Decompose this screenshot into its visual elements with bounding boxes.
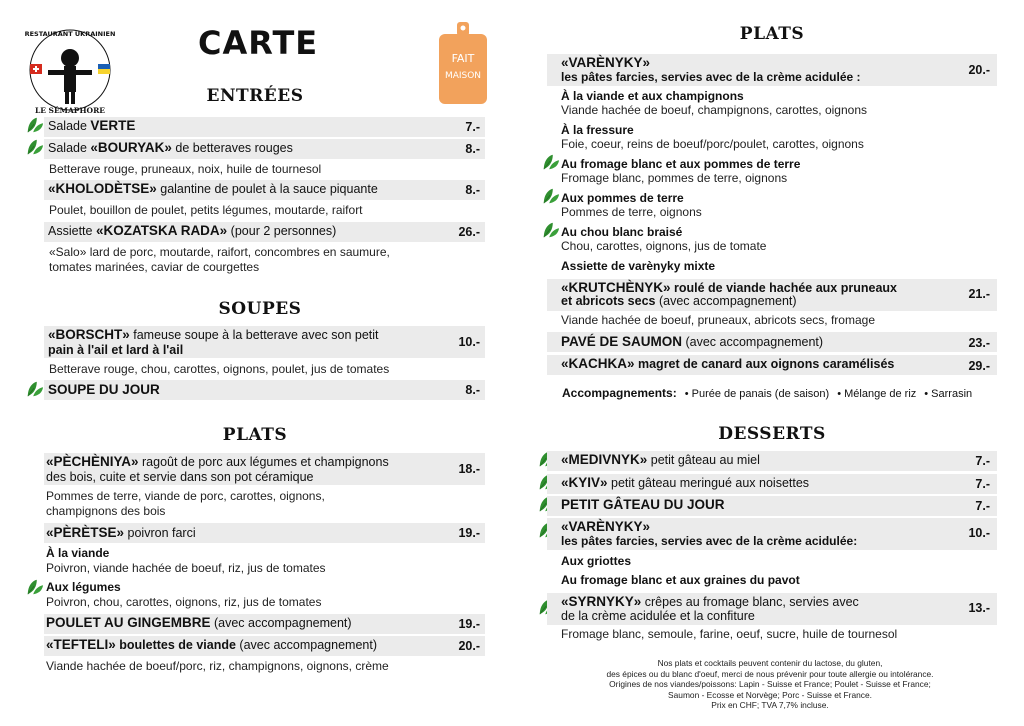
price: 20.- — [458, 639, 480, 653]
leaf-icon — [542, 153, 560, 171]
menu-item-tefteli: «TEFTELI» boulettes de viande (avec accompagnement) — [46, 637, 377, 652]
item-description: Pommes de terre, viande de porc, carottes, oignons, — [46, 489, 325, 503]
menu-item-krutchenyk: «KRUTCHÈNYK» roulé de viande hachée aux pruneaux — [561, 280, 897, 295]
sub-variant-title: À la fressure — [561, 123, 634, 137]
menu-item-soupe-du-jour: SOUPE DU JOUR — [48, 382, 160, 397]
menu-item-kozatska-rada: Assiette «KOZATSKA RADA» (pour 2 personnes) — [48, 223, 337, 238]
menu-item-varenyky: «VARÈNYKY» — [561, 55, 651, 70]
item-description: Poivron, chou, carottes, oignons, riz, jus de tomates — [46, 595, 322, 609]
item-description: Poulet, bouillon de poulet, petits légumes, moutarde, raifort — [49, 203, 363, 217]
section-title-plats: PLATS — [222, 425, 288, 445]
item-description: champignons des bois — [46, 504, 166, 518]
price: 20.- — [968, 63, 990, 77]
section-title-plats-right: PLATS — [739, 24, 805, 44]
menu-item-medivnyk: «MEDIVNYK» petit gâteau au miel — [561, 452, 760, 467]
item-description: Fromage blanc, pommes de terre, oignons — [561, 171, 788, 185]
menu-item-pave-saumon: PAVÉ DE SAUMON (avec accompagnement) — [561, 334, 824, 349]
sub-variant-title: Aux griottes — [561, 554, 632, 568]
badge-maison-text: MAISON — [444, 71, 482, 81]
section-title-desserts: DESSERTS — [718, 424, 826, 444]
sub-variant-title: Aux légumes — [46, 580, 121, 594]
price: 21.- — [968, 287, 990, 301]
logo-arc-text: RESTAURANT UKRAINIEN — [24, 30, 116, 38]
price: 19.- — [458, 526, 480, 540]
menu-item-bouryak: Salade «BOURYAK» de betteraves rouges — [48, 140, 293, 155]
price: 23.- — [968, 336, 990, 350]
price: 7.- — [975, 477, 990, 491]
menu-item-poulet-gingembre: POULET AU GINGEMBRE (avec accompagnement) — [46, 615, 352, 630]
leaf-icon — [542, 221, 560, 239]
price: 10.- — [968, 526, 990, 540]
price: 8.- — [465, 183, 480, 197]
menu-item-petit-gateau: PETIT GÂTEAU DU JOUR — [561, 497, 725, 512]
page-title: CARTE — [198, 24, 319, 62]
item-description: Viande hachée de boeuf, pruneaux, abricots secs, fromage — [561, 313, 875, 327]
logo-name-text: LE SÉMAPHORE — [34, 106, 106, 115]
leaf-icon — [26, 578, 44, 596]
item-description: tomates marinées, caviar de courgettes — [49, 260, 260, 274]
price: 13.- — [968, 601, 990, 615]
footnote-line: Origines de nos viandes/poissons: Lapin - Suisse et France; Poulet - Suisse et France; — [609, 679, 931, 690]
price: 29.- — [968, 359, 990, 373]
menu-item-varenyky-line2: les pâtes farcies, servies avec de la crème acidulée : — [561, 70, 861, 84]
price: 19.- — [458, 617, 480, 631]
footnote-line: Nos plats et cocktails peuvent contenir du lactose, du gluten, — [657, 658, 883, 668]
item-description: Fromage blanc, semoule, farine, oeuf, sucre, huile de tournesol — [561, 627, 898, 641]
menu-item-pechenia: «PÈCHÈNIYA» ragoût de porc aux légumes et champignons — [46, 454, 389, 469]
menu-item-peretse: «PÈRÈTSE» poivron farci — [46, 525, 196, 540]
menu-item-kholodetse: «KHOLODÈTSE» galantine de poulet à la sauce piquante — [48, 181, 378, 196]
restaurant-logo — [24, 24, 116, 116]
footnote-line: Saumon - Ecosse et Norvège; Porc - Suisse et France. — [668, 689, 872, 700]
fait-maison-badge — [437, 22, 489, 106]
sub-variant-title: Aux pommes de terre — [561, 191, 684, 205]
leaf-icon — [26, 116, 44, 134]
price: 7.- — [975, 454, 990, 468]
menu-item-borscht: «BORSCHT» fameuse soupe à la betterave avec son petit — [48, 327, 379, 342]
menu-right-column — [512, 0, 1024, 726]
menu-item-salade-verte: Salade VERTE — [48, 118, 136, 133]
allergen-footnote — [560, 658, 980, 711]
price: 18.- — [458, 462, 480, 476]
item-description: Foie, coeur, reins de boeuf/porc/poulet, carottes, oignons — [561, 137, 864, 151]
item-description: Pommes de terre, oignons — [561, 205, 702, 219]
item-description: Viande hachée de boeuf, champignons, carottes, oignons — [561, 103, 867, 117]
leaf-icon — [542, 187, 560, 205]
menu-item-kyiv: «KYIV» petit gâteau meringué aux noisettes — [561, 475, 810, 490]
item-description: Betterave rouge, pruneaux, noix, huile de tournesol — [49, 162, 322, 176]
leaf-icon — [26, 138, 44, 156]
price: 7.- — [975, 499, 990, 513]
price: 8.- — [465, 142, 480, 156]
menu-item-syrnyky-line2: de la crème acidulée et la confiture — [561, 609, 755, 623]
footnote-line: des épices ou du blanc d'oeuf, merci de nous prévenir pour toute allergie ou intolérance. — [606, 668, 934, 679]
accompagnements-line: Accompagnements: • Purée de panais (de saison) • Mélange de riz • Sarrasin — [562, 386, 973, 400]
menu-item-syrnyky: «SYRNYKY» crêpes au fromage blanc, servies avec — [561, 594, 859, 609]
item-description: «Salo» lard de porc, moutarde, raifort, concombres en saumure, — [49, 245, 390, 259]
sub-variant-title: À la viande et aux champignons — [561, 89, 744, 103]
price: 7.- — [465, 120, 480, 134]
item-description: Betterave rouge, chou, carottes, oignons, poulet, jus de tomates — [49, 362, 390, 376]
footnote-line: Prix en CHF; TVA 7,7% incluse. — [711, 700, 829, 711]
sub-variant-title: Au fromage blanc et aux pommes de terre — [561, 157, 801, 171]
price: 26.- — [458, 225, 480, 239]
item-description: Chou, carottes, oignons, jus de tomate — [561, 239, 767, 253]
section-title-entrees: ENTRÉES — [206, 86, 304, 106]
price: 8.- — [465, 383, 480, 397]
price: 10.- — [458, 335, 480, 349]
menu-item-pechenia-line2: des bois, cuite et servie dans son pot céramique — [46, 470, 314, 484]
menu-item-varenyky-dessert: «VARÈNYKY» — [561, 519, 651, 534]
sub-variant-title: À la viande — [46, 546, 110, 560]
menu-item-krutchenyk-line2: et abricots secs (avec accompagnement) — [561, 294, 797, 308]
menu-item-kachka: «KACHKA» magret de canard aux oignons caramélisés — [561, 356, 895, 371]
item-description: Viande hachée de boeuf/porc, riz, champignons, oignons, crème — [46, 659, 389, 673]
leaf-icon — [26, 380, 44, 398]
badge-fait-text: FAIT — [451, 52, 475, 65]
sub-variant-title: Assiette de varènyky mixte — [561, 259, 716, 273]
menu-item-varenyky-dessert-line2: les pâtes farcies, servies avec de la crème acidulée: — [561, 534, 858, 548]
sub-variant-title: Au fromage blanc et aux graines du pavot — [561, 573, 800, 587]
section-title-soupes: SOUPES — [218, 299, 302, 319]
sub-variant-title: Au chou blanc braisé — [561, 225, 683, 239]
item-description: Poivron, viande hachée de boeuf, riz, jus de tomates — [46, 561, 326, 575]
menu-item-borscht-line2: pain à l'ail et lard à l'ail — [48, 343, 184, 357]
